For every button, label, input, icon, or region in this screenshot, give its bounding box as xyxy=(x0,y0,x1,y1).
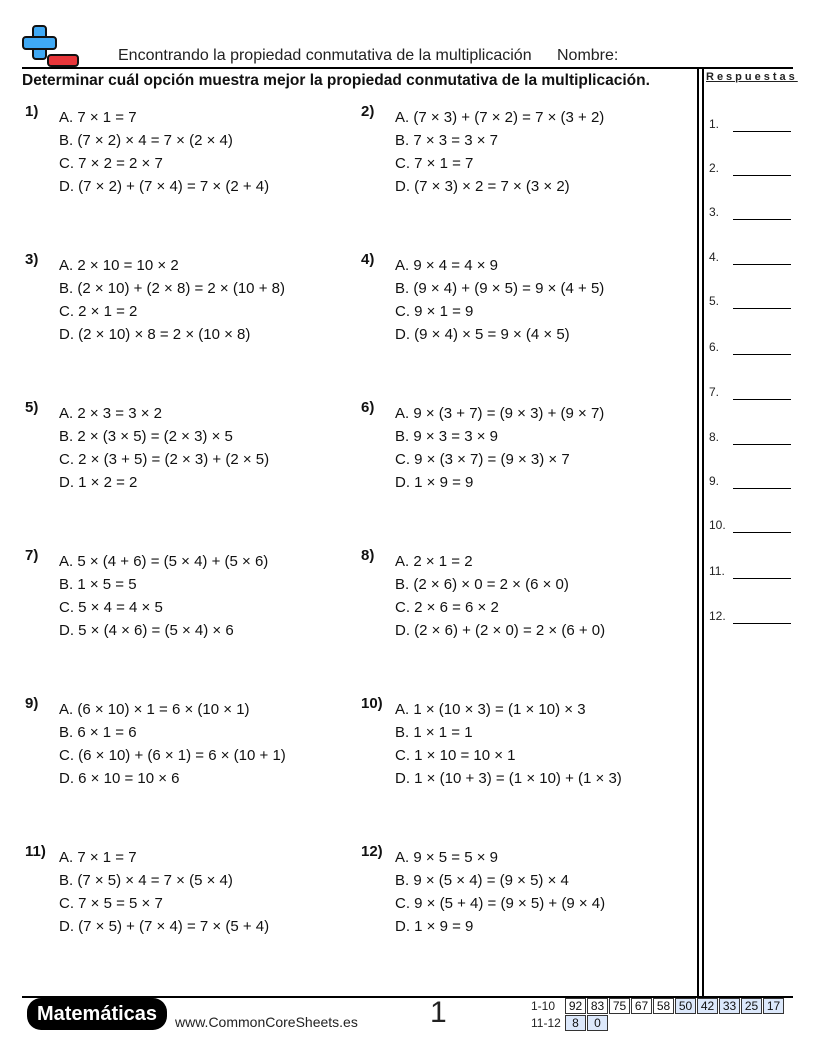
answer-option: A. 9 × 5 = 5 × 9 xyxy=(395,849,498,866)
answer-option: A. 1 × (10 × 3) = (1 × 10) × 3 xyxy=(395,701,586,718)
page-number: 1 xyxy=(430,996,447,1029)
answer-option: D. (7 × 5) + (7 × 4) = 7 × (5 + 4) xyxy=(59,918,270,935)
answer-option: D. (2 × 6) + (2 × 0) = 2 × (6 + 0) xyxy=(395,622,606,639)
score-cell: 42 xyxy=(697,998,718,1014)
answer-blank[interactable] xyxy=(709,161,793,177)
answer-underline[interactable] xyxy=(733,264,791,265)
answer-option: B. 9 × 3 = 3 × 9 xyxy=(395,428,498,445)
answer-option: C. 9 × (5 + 4) = (9 × 5) + (9 × 4) xyxy=(395,895,606,912)
answer-option: A. 9 × 4 = 4 × 9 xyxy=(395,257,498,274)
answer-option: C. 7 × 2 = 2 × 7 xyxy=(59,155,163,172)
top-rule xyxy=(22,67,793,69)
answer-option: C. (6 × 10) + (6 × 1) = 6 × (10 + 1) xyxy=(59,747,286,764)
answer-option: D. 1 × 2 = 2 xyxy=(59,474,138,491)
answer-underline[interactable] xyxy=(733,175,791,176)
answer-number: 3. xyxy=(709,205,720,219)
answer-option: C. 1 × 10 = 10 × 1 xyxy=(395,747,516,764)
answer-option: B. 2 × (3 × 5) = (2 × 3) × 5 xyxy=(59,428,233,445)
answer-option: D. (9 × 4) × 5 = 9 × (4 × 5) xyxy=(395,326,570,343)
answer-option: D. 6 × 10 = 10 × 6 xyxy=(59,770,180,787)
answer-option: B. 1 × 1 = 1 xyxy=(395,724,473,741)
answer-underline[interactable] xyxy=(733,532,791,533)
answer-blank[interactable] xyxy=(709,474,793,490)
worksheet-title: Encontrando la propiedad conmutativa de la multiplicación xyxy=(118,47,532,64)
score-cell: 33 xyxy=(719,998,740,1014)
problem-number: 5) xyxy=(25,399,39,416)
answer-underline[interactable] xyxy=(733,399,791,400)
answer-blank[interactable] xyxy=(709,250,793,266)
answer-option: B. 7 × 3 = 3 × 7 xyxy=(395,132,498,149)
answer-option: A. (6 × 10) × 1 = 6 × (10 × 1) xyxy=(59,701,250,718)
answer-option: A. (7 × 3) + (7 × 2) = 7 × (3 + 2) xyxy=(395,109,605,126)
answer-number: 1. xyxy=(709,117,720,131)
answer-option: D. 1 × 9 = 9 xyxy=(395,474,474,491)
answer-number: 8. xyxy=(709,430,720,444)
site-url: www.CommonCoreSheets.es xyxy=(175,1014,358,1030)
answer-blank[interactable] xyxy=(709,205,793,221)
answer-option: C. 9 × (3 × 7) = (9 × 3) × 7 xyxy=(395,451,570,468)
answer-blank[interactable] xyxy=(709,117,793,133)
answer-option: A. 9 × (3 + 7) = (9 × 3) + (9 × 7) xyxy=(395,405,605,422)
score-row-label: 11-12 xyxy=(531,1016,561,1030)
answer-blank[interactable] xyxy=(709,385,793,401)
answer-option: A. 7 × 1 = 7 xyxy=(59,109,137,126)
answer-blank[interactable] xyxy=(709,340,793,356)
answer-number: 5. xyxy=(709,294,720,308)
answer-option: B. 6 × 1 = 6 xyxy=(59,724,137,741)
answer-option: C. 9 × 1 = 9 xyxy=(395,303,474,320)
problem-number: 9) xyxy=(25,695,39,712)
plus-minus-logo-icon xyxy=(22,24,80,68)
answer-number: 2. xyxy=(709,161,720,175)
name-label: Nombre: xyxy=(557,47,619,64)
answer-column-divider xyxy=(697,67,699,997)
answer-option: C. 2 × 1 = 2 xyxy=(59,303,138,320)
answer-underline[interactable] xyxy=(733,444,791,445)
answer-option: A. 2 × 3 = 3 × 2 xyxy=(59,405,162,422)
answer-number: 12. xyxy=(709,609,726,623)
answer-underline[interactable] xyxy=(733,131,791,132)
problem-number: 10) xyxy=(361,695,383,712)
score-cell: 67 xyxy=(631,998,652,1014)
answer-option: A. 7 × 1 = 7 xyxy=(59,849,137,866)
answer-option: A. 2 × 10 = 10 × 2 xyxy=(59,257,179,274)
answer-option: B. (2 × 10) + (2 × 8) = 2 × (10 + 8) xyxy=(59,280,285,297)
problem-number: 6) xyxy=(361,399,375,416)
problem-number: 4) xyxy=(361,251,375,268)
answer-option: A. 2 × 1 = 2 xyxy=(395,553,473,570)
answer-number: 10. xyxy=(709,518,726,532)
answer-option: A. 5 × (4 + 6) = (5 × 4) + (5 × 6) xyxy=(59,553,269,570)
answer-option: B. 9 × (5 × 4) = (9 × 5) × 4 xyxy=(395,872,569,889)
problem-number: 8) xyxy=(361,547,375,564)
score-cell: 92 xyxy=(565,998,586,1014)
problem-number: 3) xyxy=(25,251,39,268)
answer-option: B. (7 × 2) × 4 = 7 × (2 × 4) xyxy=(59,132,233,149)
answer-option: C. 2 × 6 = 6 × 2 xyxy=(395,599,499,616)
problem-number: 12) xyxy=(361,843,383,860)
answers-title: Respuestas xyxy=(706,71,798,83)
answer-underline[interactable] xyxy=(733,578,791,579)
answer-option: D. 1 × 9 = 9 xyxy=(395,918,474,935)
answer-blank[interactable] xyxy=(709,430,793,446)
answer-option: D. 5 × (4 × 6) = (5 × 4) × 6 xyxy=(59,622,234,639)
answer-blank[interactable] xyxy=(709,609,793,625)
answer-number: 7. xyxy=(709,385,720,399)
score-cell: 75 xyxy=(609,998,630,1014)
score-cell: 0 xyxy=(587,1015,608,1031)
answer-option: B. (2 × 6) × 0 = 2 × (6 × 0) xyxy=(395,576,569,593)
answer-option: C. 5 × 4 = 4 × 5 xyxy=(59,599,163,616)
answer-option: B. (9 × 4) + (9 × 5) = 9 × (4 + 5) xyxy=(395,280,605,297)
score-cell: 50 xyxy=(675,998,696,1014)
answer-option: C. 7 × 5 = 5 × 7 xyxy=(59,895,163,912)
problem-number: 7) xyxy=(25,547,39,564)
problem-number: 1) xyxy=(25,103,39,120)
score-cell: 8 xyxy=(565,1015,586,1031)
answer-blank[interactable] xyxy=(709,564,793,580)
answer-column-divider xyxy=(702,67,704,997)
answer-blank[interactable] xyxy=(709,518,793,534)
score-row-label: 1-10 xyxy=(531,999,556,1013)
answer-option: D. 1 × (10 + 3) = (1 × 10) + (1 × 3) xyxy=(395,770,622,787)
answer-option: C. 7 × 1 = 7 xyxy=(395,155,474,172)
answer-number: 9. xyxy=(709,474,720,488)
answer-option: D. (7 × 2) + (7 × 4) = 7 × (2 + 4) xyxy=(59,178,270,195)
answer-underline[interactable] xyxy=(733,219,791,220)
answer-option: D. (7 × 3) × 2 = 7 × (3 × 2) xyxy=(395,178,570,195)
score-cell: 25 xyxy=(741,998,762,1014)
answer-number: 6. xyxy=(709,340,720,354)
answer-underline[interactable] xyxy=(733,308,791,309)
score-cell: 58 xyxy=(653,998,674,1014)
score-cell: 17 xyxy=(763,998,784,1014)
score-cell: 83 xyxy=(587,998,608,1014)
answer-option: D. (2 × 10) × 8 = 2 × (10 × 8) xyxy=(59,326,251,343)
answer-option: C. 2 × (3 + 5) = (2 × 3) + (2 × 5) xyxy=(59,451,270,468)
instructions: Determinar cuál opción muestra mejor la propiedad conmutativa de la multiplicación. xyxy=(22,72,650,89)
answer-option: B. 1 × 5 = 5 xyxy=(59,576,137,593)
problem-number: 11) xyxy=(25,843,46,860)
problem-number: 2) xyxy=(361,103,375,120)
answer-number: 4. xyxy=(709,250,720,264)
answer-underline[interactable] xyxy=(733,623,791,624)
answer-blank[interactable] xyxy=(709,294,793,310)
answer-underline[interactable] xyxy=(733,354,791,355)
answer-option: B. (7 × 5) × 4 = 7 × (5 × 4) xyxy=(59,872,233,889)
answer-number: 11. xyxy=(709,564,725,578)
brand-badge: Matemáticas xyxy=(27,998,167,1030)
answer-underline[interactable] xyxy=(733,488,791,489)
